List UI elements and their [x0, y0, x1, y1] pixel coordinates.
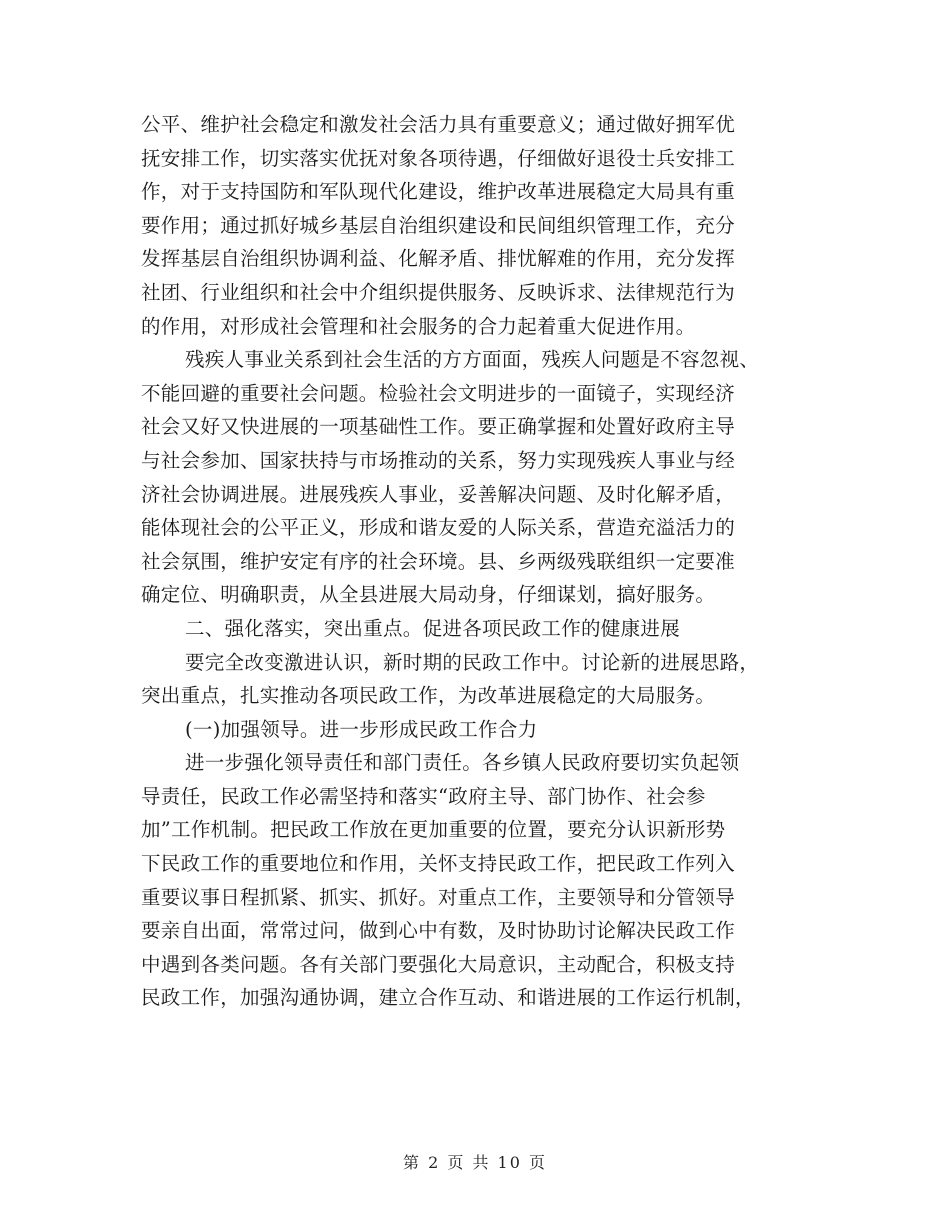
text-line: 社团、行业组织和社会中介组织提供服务、反映诉求、法律规范行为	[141, 280, 736, 304]
text-line: 社会氛围，维护安定有序的社会环境。县、乡两级残联组织一定要准	[141, 549, 736, 573]
text-line: 社会又好又快进展的一项基础性工作。要正确掌握和处置好政府主导	[141, 415, 736, 439]
text-line: 能体现社会的公平正义，形成和谐友爱的人际关系，营造充溢活力的	[141, 516, 736, 540]
body-text	[141, 108, 811, 1015]
page-footer: 第 2 页 共 10 页	[403, 1153, 547, 1172]
text-line: 要完全改变激进认识，新时期的民政工作中。讨论新的进展思路，	[185, 650, 760, 674]
text-line: 公平、维护社会稳定和激发社会活力具有重要意义；通过做好拥军优	[141, 113, 736, 136]
text-line: 济社会协调进展。进展残疾人事业，妥善解决问题、及时化解矛盾，	[141, 482, 736, 506]
text-line: 的作用，对形成社会管理和社会服务的合力起着重大促进作用。	[141, 314, 696, 338]
text-line: 加”工作机制。把民政工作放在更加重要的位置，要充分认识新形势	[141, 818, 726, 842]
text-line: 重要议事日程抓紧、抓实、抓好。对重点工作，主要领导和分管领导	[141, 885, 736, 909]
text-line: 确定位、明确职责，从全县进展大局动身，仔细谋划，搞好服务。	[141, 583, 716, 607]
text-line: 抚安排工作，切实落实优抚对象各项待遇，仔细做好退役士兵安排工	[141, 146, 736, 170]
text-line: 不能回避的重要社会问题。检验社会文明进步的一面镜子，实现经济	[141, 381, 736, 405]
text-line: 民政工作，加强沟通协调，建立合作互动、和谐进展的工作运行机制，	[141, 986, 755, 1010]
text-line: (一)加强领导。进一步形成民政工作合力	[185, 717, 538, 741]
text-line: 残疾人事业关系到社会生活的方方面面，残疾人问题是不容忽视、	[185, 348, 760, 372]
text-line: 要作用；通过抓好城乡基层自治组织建设和民间组织管理工作，充分	[141, 213, 736, 237]
text-line: 发挥基层自治组织协调利益、化解矛盾、排忧解难的作用，充分发挥	[141, 247, 736, 271]
text-line: 二、强化落实，突出重点。促进各项民政工作的健康进展	[185, 616, 681, 640]
text-line: 中遇到各类问题。各有关部门要强化大局意识，主动配合，积极支持	[141, 952, 736, 976]
text-line: 进一步强化领导责任和部门责任。各乡镇人民政府要切实负起领	[185, 751, 740, 775]
text-line: 作，对于支持国防和军队现代化建设，维护改革进展稳定大局具有重	[141, 180, 736, 204]
text-line: 突出重点，扎实推动各项民政工作，为改革进展稳定的大局服务。	[141, 684, 716, 708]
text-line: 要亲自出面，常常过问，做到心中有数，及时协助讨论解决民政工作	[141, 919, 736, 943]
text-line: 与社会参加、国家扶持与市场推动的关系，努力实现残疾人事业与经	[141, 448, 736, 472]
text-line: 下民政工作的重要地位和作用，关怀支持民政工作，把民政工作列入	[141, 852, 736, 876]
text-line: 导责任，民政工作必需坚持和落实“政府主导、部门协作、社会参	[141, 784, 706, 808]
